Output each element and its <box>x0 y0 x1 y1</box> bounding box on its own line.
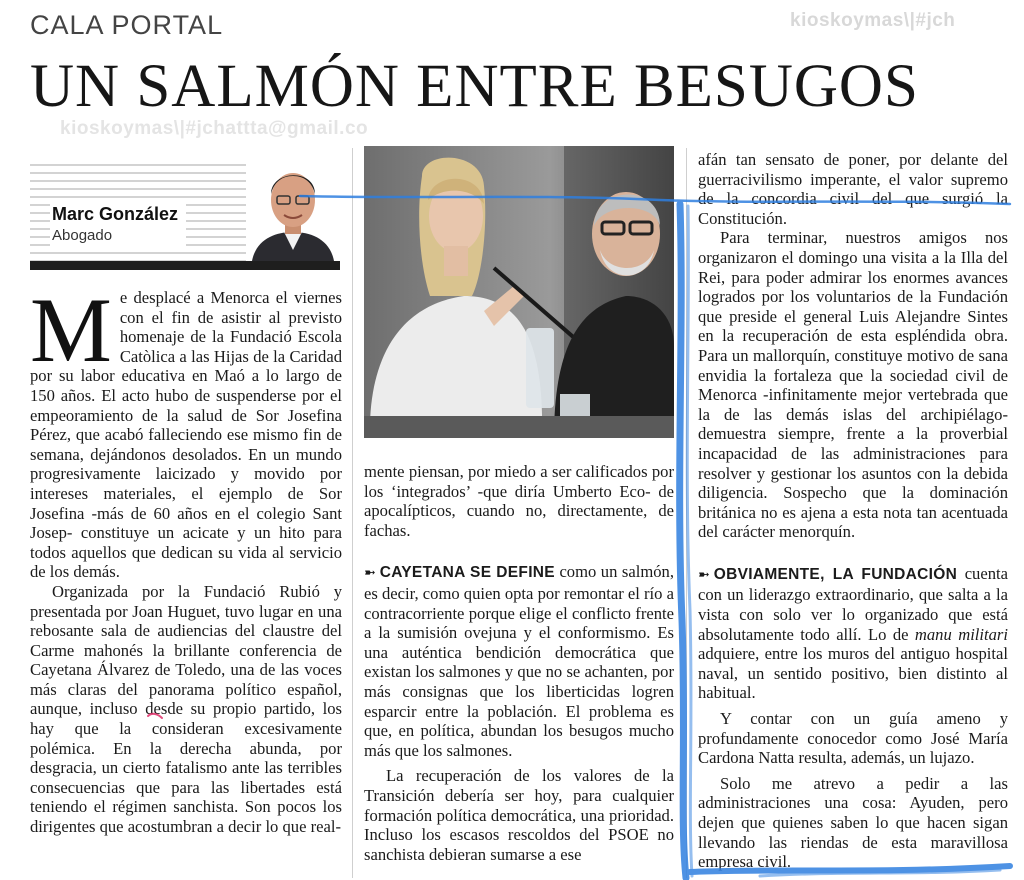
column-rule <box>352 148 353 878</box>
paragraph: Y contar con un guía ameno y profundamente conocedor como José María Cardona Natta resulta, además, un lujazo. <box>698 709 1008 768</box>
press-conference-photo <box>364 146 674 438</box>
article-column-2 <box>364 462 674 864</box>
paragraph: afán tan sensato de poner, por delante del guerracivilismo imperante, el valor supremo de la concordia civil del que surgió la Constitución. <box>698 150 1008 228</box>
paragraph: mente piensan, por miedo a ser calificados por los ‘integrados’ -que diría Umberto Eco- de apocalípticos, cuando no, directamente, de fachas. <box>364 462 674 540</box>
author-info <box>50 202 186 246</box>
column-rule <box>686 148 687 878</box>
arrow-bullet-icon: ➼ <box>364 565 376 582</box>
watermark-top: kioskoymas\|#jch <box>790 10 956 31</box>
author-box <box>30 158 340 270</box>
author-role: Abogado <box>52 227 113 244</box>
paragraph: Organizada por la Fundació Rubió y presentada por Joan Huguet, tuvo lugar en una rebosante sala de audiencias del claustre del Carme mahonés la brillante conferencia de Cayetana Álvarez de Toledo, una de las voces más claras del panorama político español, aunque, incluso desde su propio partido, los hay que la consideran excesivamente polémica. En la derecha abunda, por desgracia, un cierto fatalismo ante las terribles consecuencias que para las libertades está teniendo el régimen sanchista. Son pocos los dirigentes que acostumbran a decir lo que real- <box>30 581 342 837</box>
author-bar <box>30 261 340 270</box>
paragraph: La recuperación de los valores de la Transición debería ser hoy, para cualquier formación política democrática, una prioridad. Incluso los escasos rescoldos del PSOE no sanchista debieran sumarse a ese <box>364 766 674 864</box>
paragraph: ➼ OBVIAMENTE, LA FUNDACIÓN cuenta con un liderazgo extraordinario, que salta a la vista con solo ver lo organizado que está absolutamente todo allí. Lo de manu militari adquiere, entre los muros del antiguo hospital naval, un sentido positivo, bien distinto al habitual. <box>698 563 1008 703</box>
headline: UN SALMÓN ENTRE BESUGOS <box>30 53 919 120</box>
lead-in: OBVIAMENTE, LA FUNDACIÓN <box>713 565 958 583</box>
section-title: CALA PORTAL <box>30 10 224 40</box>
author-name: Marc González <box>52 204 179 224</box>
drop-cap: M <box>30 279 112 381</box>
paragraph: Solo me atrevo a pedir a las administraciones una cosa: Ayuden, pero dejen que quienes saben lo que hacen sigan llevando las riendas de esta maravillosa empresa civil. <box>698 773 1008 872</box>
paragraph: e desplacé a Menorca el viernes con el fin de asistir al previsto homenaje de la Fundació Escola Catòlica a las Hijas de la Caridad por su labor educativa en Maó a lo largo de 150 años. El acto hubo de suspenderse por el empeoramiento de la salud de Sor Josefina Pérez, que acabó falleciendo ese mismo fin de semana, dejándonos desolados. En un mundo progresivamente laicizado y movido por intereses materiales, el ejemplo de Sor Josefina -más de 60 años en el colegio Sant Josep- constituye un acicate y un hito para todos aquellos que dedican su vida al servicio de los demás. <box>30 288 342 582</box>
paragraph: ➼ CAYETANA SE DEFINE como un salmón, es decir, como quien opta por remontar el río a contracorriente porque elige el conflicto frente a la sumisión ovejuna y el conformismo. Es una auténtica bendición democrática que existan los salmones y que no se achanten, por más consignas que los liberticidas logren esparcir entre la población. El problema es que, en política, abundan los besugos mucho más que los salmones. <box>364 562 674 760</box>
paragraph: Para terminar, nuestros amigos nos organizaron el domingo una visita a la Illa del Rei, para poder admirar los enormes avances logrados por los voluntarios de la Fundación que preside el general Luis Alejandre Sintes en la recuperación de esta espléndida obra. Para un mallorquín, constituye motivo de sana envidia la fortaleza que la sociedad civil de Menorca -infinitamente mejor vertebrada que la de las demás islas del archipiélago- demuestra siempre, frente a la proverbial incapacidad de las administraciones para resolver y gestionar los asuntos con la debida diligencia. Sospecho que la dominación británica no es ajena a esta nota tan acentuada del carácter menorquín. <box>698 228 1008 542</box>
lead-in: CAYETANA SE DEFINE <box>379 564 555 582</box>
article-column-1 <box>30 279 342 837</box>
arrow-bullet-icon: ➼ <box>698 566 710 583</box>
article-column-3 <box>698 150 1008 872</box>
author-avatar <box>246 158 340 261</box>
watermark-mid: kioskoymas\|#jchattta@gmail.co <box>60 118 369 139</box>
